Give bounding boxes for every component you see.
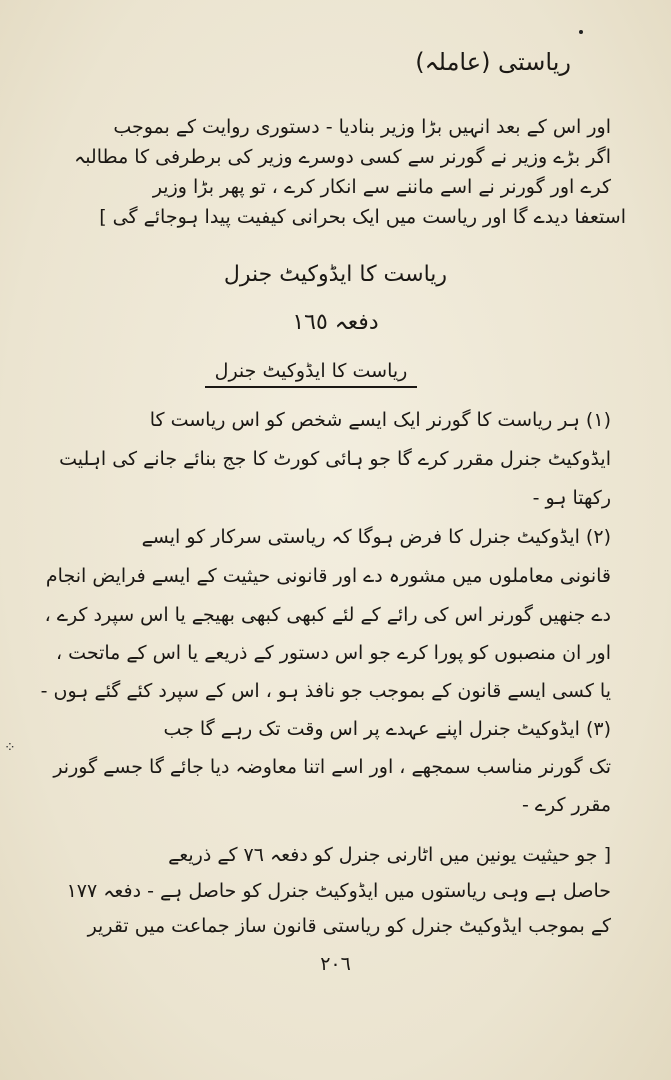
clause-3-line-3: مقرر کرے -: [521, 794, 611, 816]
clause-1-line-1: (١) ہر ریاست کا گورنر ایک ایسے شخص کو اس ریاست کا: [149, 409, 611, 431]
clause-1-line-2: ایڈوکیٹ جنرل مقرر کرے گا جو ہائی کورٹ کا جج بنائے جانے کی اہلیت: [59, 448, 611, 470]
note-line-2: حاصل ہے وہی ریاستوں میں ایڈوکیٹ جنرل کو حاصل ہے - دفعہ ١٧٧: [66, 880, 611, 902]
ink-dot: [579, 30, 583, 34]
clause-1-line-3: رکھتا ہو -: [532, 487, 611, 509]
clause-2-line-3: دے جنھیں گورنر اس کی رائے کے لئے کبھی کبھی بھیجے یا اس سپرد کرے ،: [44, 604, 611, 626]
clause-2-line-1: (٢) ایڈوکیٹ جنرل کا فرض ہوگا کہ ریاستی سرکار کو ایسے: [141, 526, 611, 548]
clause-3-line-1: (٣) ایڈوکیٹ جنرل اپنے عہدے پر اس وقت تک رہے گا جب: [163, 718, 611, 740]
intro-line-4: استعفا دیدے گا اور ریاست میں ایک بحرانی کیفیت پیدا ہوجائے گی ]: [99, 206, 626, 228]
running-header: ریاستی (عاملہ): [415, 48, 571, 76]
note-line-3: کے بموجب ایڈوکیٹ جنرل کو ریاستی قانون ساز جماعت میں تقریر: [87, 915, 611, 937]
clause-3-line-2: تک گورنر مناسب سمجھے ، اور اسے اتنا معاوضہ دیا جائے گا جسے گورنر: [53, 756, 611, 778]
clause-2-line-5: یا کسی ایسے قانون کے بموجب جو نافذ ہو ، اس کے سپرد کئے گئے ہوں -: [40, 680, 611, 702]
intro-line-1: اور اس کے بعد انہیں بڑا وزیر بنادیا - دستوری روایت کے بموجب: [113, 116, 611, 138]
page-number: ٢٠٦: [320, 953, 351, 975]
margin-mark: ⁘: [4, 740, 16, 756]
section-heading: ریاست کا ایڈوکیٹ جنرل: [223, 262, 448, 287]
intro-line-2: اگر بڑے وزیر نے گورنر سے کسی دوسرے وزیر کی برطرفی کا مطالبہ: [74, 146, 611, 168]
clause-2-line-4: اور ان منصبوں کو پورا کرے جو اس دستور کے ذریعے یا اس کے ماتحت ،: [56, 642, 611, 664]
article-number: دفعہ ١٦٥: [292, 310, 379, 335]
intro-line-3: کرے اور گورنر نے اسے ماننے سے انکار کرے ، تو پھر بڑا وزیر: [152, 176, 611, 198]
article-subheading: ریاست کا ایڈوکیٹ جنرل: [205, 360, 417, 388]
note-line-1: [ جو حیثیت یونین میں اٹارنی جنرل کو دفعہ ٧٦ کے ذریعے: [168, 844, 611, 866]
clause-2-line-2: قانونی معاملوں میں مشورہ دے اور قانونی حیثیت کے ایسے فرایض انجام: [45, 565, 611, 587]
